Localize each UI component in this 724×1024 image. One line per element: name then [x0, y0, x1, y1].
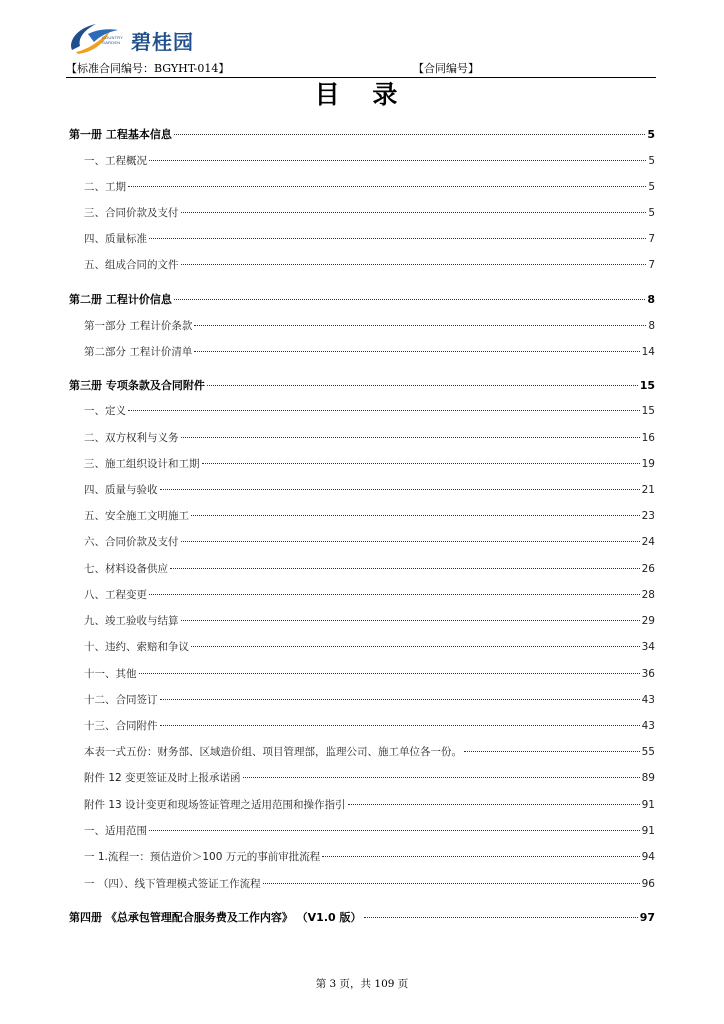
toc-entry[interactable] [84, 257, 655, 273]
toc-entry[interactable] [84, 153, 655, 169]
toc-entry[interactable] [84, 318, 655, 334]
toc-leader-dots [364, 917, 638, 918]
toc-entry[interactable] [84, 718, 655, 734]
toc-leader-dots [181, 264, 647, 265]
toc-entry[interactable] [84, 849, 655, 865]
toc-entry[interactable] [84, 666, 655, 682]
toc-entry[interactable] [84, 231, 655, 247]
toc-entry-label: 四、质量标准 [84, 233, 147, 245]
toc-leader-dots [128, 186, 646, 187]
toc-entry[interactable] [84, 534, 655, 550]
toc-page-number: 36 [641, 668, 655, 680]
toc-entry[interactable] [84, 430, 655, 446]
toc-entry[interactable] [84, 876, 655, 892]
toc-page-number: 5 [647, 128, 655, 141]
toc-page-number: 16 [641, 432, 655, 444]
toc-entry-label: 第二部分 工程计价清单 [84, 346, 193, 358]
toc-entry[interactable] [84, 344, 655, 360]
toc-page-number: 91 [641, 799, 655, 811]
toc-entry-label: 第一册 工程基本信息 [69, 128, 172, 141]
toc-entry[interactable] [84, 639, 655, 655]
toc-entry[interactable] [84, 587, 655, 603]
toc-entry[interactable] [84, 744, 655, 760]
toc-page-number: 91 [641, 825, 655, 837]
toc-entry-label: 第四册 《总承包管理配合服务费及工作内容》 （V1.0 版） [69, 911, 362, 924]
toc-leader-dots [174, 299, 646, 300]
toc-entry[interactable] [84, 456, 655, 472]
toc-entry-label: 五、安全施工文明施工 [84, 510, 189, 522]
toc-leader-dots [128, 410, 640, 411]
toc-entry-label: 一 （四）、线下管理模式签证工作流程 [84, 878, 261, 890]
toc-leader-dots [191, 515, 640, 516]
toc-leader-dots [149, 238, 646, 239]
toc-page-number: 94 [641, 851, 655, 863]
toc-entry-label: 一、工程概况 [84, 155, 147, 167]
toc-entry[interactable] [69, 910, 655, 926]
toc-page-number: 14 [641, 346, 655, 358]
toc-page-number: 28 [641, 589, 655, 601]
toc-leader-dots [243, 777, 640, 778]
toc-entry[interactable] [84, 179, 655, 195]
toc-entry[interactable] [84, 403, 655, 419]
toc-entry[interactable] [84, 823, 655, 839]
toc-entry-label: 六、合同价款及支付 [84, 536, 179, 548]
toc-entry[interactable] [84, 482, 655, 498]
toc-leader-dots [149, 160, 646, 161]
toc-leader-dots [181, 620, 640, 621]
toc-page-number: 7 [648, 259, 655, 271]
toc-leader-dots [194, 351, 639, 352]
toc-entry-label: 二、工期 [84, 181, 126, 193]
toc-page-number: 5 [648, 155, 655, 167]
toc-page-number: 43 [641, 720, 655, 732]
toc-page-number: 15 [641, 405, 655, 417]
toc-entry-label: 第二册 工程计价信息 [69, 293, 172, 306]
toc-entry-label: 七、材料设备供应 [84, 563, 168, 575]
toc-page-number: 8 [648, 320, 655, 332]
toc-entry[interactable] [84, 561, 655, 577]
toc-leader-dots [194, 325, 646, 326]
toc-entry-label: 十一、其他 [84, 668, 137, 680]
toc-page-number: 96 [641, 878, 655, 890]
toc-leader-dots [139, 673, 640, 674]
toc-entry[interactable] [84, 692, 655, 708]
toc-leader-dots [160, 725, 640, 726]
toc-page-number: 55 [641, 746, 655, 758]
toc-entry-label: 三、合同价款及支付 [84, 207, 179, 219]
toc-entry[interactable] [84, 508, 655, 524]
page-title: 目 录 [314, 80, 410, 109]
toc-leader-dots [348, 804, 640, 805]
toc-page-number: 5 [648, 181, 655, 193]
toc-leader-dots [181, 541, 640, 542]
toc-leader-dots [160, 699, 640, 700]
standard-contract-number: 【标准合同编号：BGYHT-014】 [66, 62, 230, 75]
toc-leader-dots [263, 883, 640, 884]
toc-leader-dots [181, 437, 640, 438]
toc-page-number: 7 [648, 233, 655, 245]
toc-entry-label: 八、工程变更 [84, 589, 147, 601]
toc-leader-dots [149, 830, 640, 831]
toc-page-number: 5 [648, 207, 655, 219]
toc-entry[interactable] [69, 378, 655, 394]
logo-chinese-text: 碧桂园 [131, 30, 194, 54]
toc-page-number: 26 [641, 563, 655, 575]
toc-page-number: 19 [641, 458, 655, 470]
toc-leader-dots [322, 856, 639, 857]
toc-page-number: 23 [641, 510, 655, 522]
toc-leader-dots [170, 568, 640, 569]
toc-entry-label: 第一部分 工程计价条款 [84, 320, 193, 332]
toc-page-number: 97 [639, 911, 655, 924]
toc-entry-label: 一 1.流程一：预估造价＞100 万元的事前审批流程 [84, 851, 321, 863]
toc-entry-label: 九、竣工验收与结算 [84, 615, 179, 627]
toc-entry[interactable] [84, 797, 655, 813]
toc-entry[interactable] [84, 770, 655, 786]
toc-entry[interactable] [84, 613, 655, 629]
toc-entry-label: 五、组成合同的文件 [84, 259, 179, 271]
toc-page-number: 8 [647, 293, 655, 306]
toc-entry[interactable] [84, 205, 655, 221]
toc-entry[interactable] [69, 292, 655, 308]
toc-page-number: 89 [641, 772, 655, 784]
toc-entry[interactable] [69, 127, 655, 143]
toc-leader-dots [207, 385, 638, 386]
contract-number-label: 【合同编号】 [413, 62, 479, 75]
toc-entry-label: 一、定义 [84, 405, 126, 417]
toc-page-number: 29 [641, 615, 655, 627]
toc-leader-dots [160, 489, 640, 490]
toc-entry-label: 三、施工组织设计和工期 [84, 458, 200, 470]
toc-entry-label: 十二、合同签订 [84, 694, 158, 706]
toc-entry-label: 二、双方权利与义务 [84, 432, 179, 444]
logo-english-text: COUNTRY GARDEN [102, 35, 124, 45]
toc-leader-dots [202, 463, 640, 464]
toc-entry-label: 十、违约、索赔和争议 [84, 641, 189, 653]
toc-page-number: 24 [641, 536, 655, 548]
toc-entry-label: 第三册 专项条款及合同附件 [69, 379, 205, 392]
toc-leader-dots [181, 212, 647, 213]
toc-leader-dots [149, 594, 640, 595]
page-footer: 第 3 页，共 109 页 [315, 978, 409, 990]
toc-page-number: 43 [641, 694, 655, 706]
toc-entry-label: 一、适用范围 [84, 825, 147, 837]
toc-entry-label: 附件 13 设计变更和现场签证管理之适用范围和操作指引 [84, 799, 346, 811]
toc-entry-label: 四、质量与验收 [84, 484, 158, 496]
toc-page-number: 34 [641, 641, 655, 653]
toc-entry-label: 本表一式五份：财务部、区域造价组、项目管理部，监理公司、施工单位各一份。 [84, 746, 462, 758]
toc-page-number: 21 [641, 484, 655, 496]
toc-leader-dots [464, 751, 640, 752]
toc-leader-dots [191, 646, 640, 647]
toc-page-number: 15 [639, 379, 655, 392]
toc-entry-label: 十三、合同附件 [84, 720, 158, 732]
toc-leader-dots [174, 134, 646, 135]
toc-entry-label: 附件 12 变更签证及时上报承诺函 [84, 772, 241, 784]
